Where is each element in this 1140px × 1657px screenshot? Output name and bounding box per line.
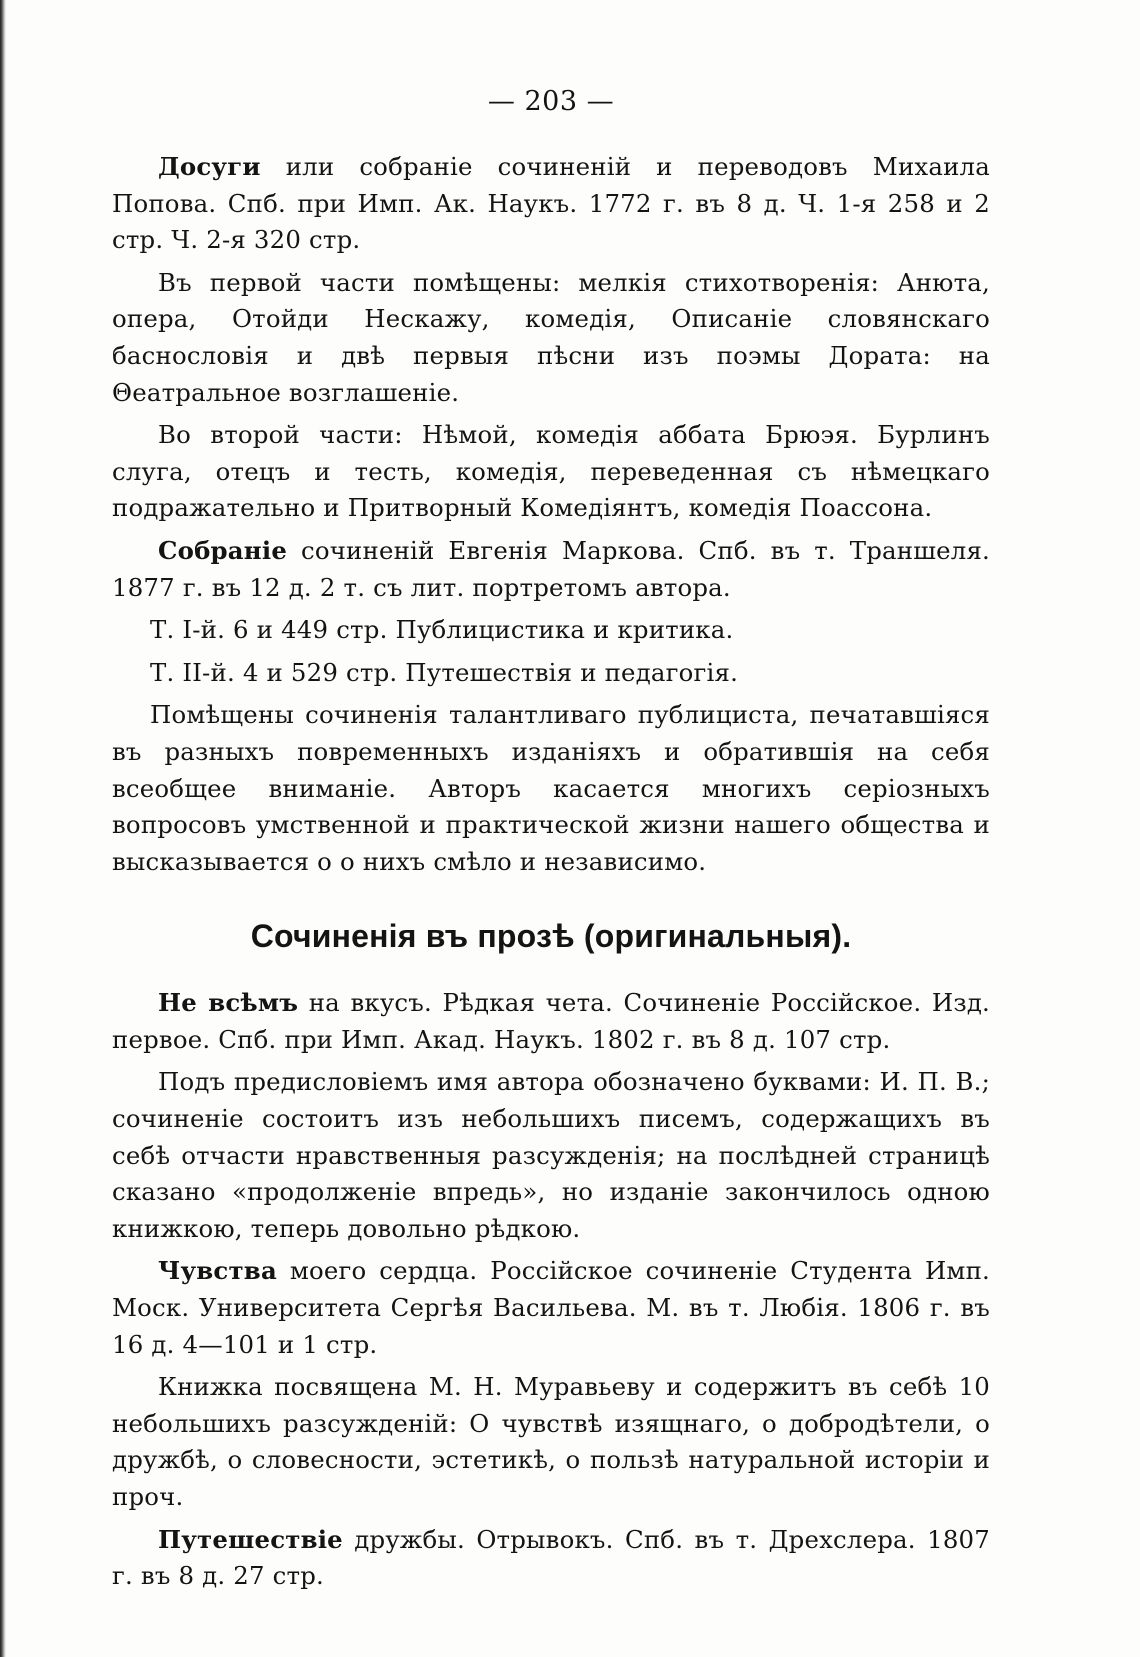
entry-lead-word: Собраніе — [158, 535, 288, 565]
entry-puteshestvie — [112, 1522, 990, 1595]
entry-lead-word: Чувства — [158, 1256, 277, 1286]
annotation-paragraph: Подъ предисловіемъ имя автора обозначено буквами: И. П. В.; сочиненіе состоитъ изъ небольшихъ писемъ, содержащихъ въ себѣ отчасти нравственныя разсужденія; на послѣдней страницѣ сказано «продолженіе впредь», но изданіе закончилось одною книжкою, теперь довольно рѣдкою. — [112, 1067, 990, 1243]
entry-text: или собраніе сочиненій и переводовъ Михаила Попова. Спб. при Имп. Ак. Наукъ. 1772 г. въ 8 д. Ч. 1-я 258 и 2 стр. Ч. 2-я 320 стр. — [112, 152, 990, 255]
entry-ne-vsem — [112, 985, 990, 1058]
entry-text: дружбы. Отрывокъ. Спб. въ т. Дрехслера. 1807 г. въ 8 д. 27 стр. — [112, 1524, 990, 1591]
entry-sobranie — [112, 533, 990, 606]
entry-lead-word: Досуги — [158, 152, 261, 181]
volume-line: Т. I-й. 6 и 449 стр. Публицистика и критика. — [150, 615, 734, 645]
entry-text: моего сердца. Россійское сочиненіе Студента Имп. Моск. Университета Сергѣя Васильева. М. въ т. Любія. 1806 г. въ 16 д. 4—101 и 1 стр. — [112, 1256, 990, 1359]
section-title: Сочиненія въ прозѣ (оригинальныя). — [250, 918, 852, 955]
annotation-paragraph: Книжка посвящена М. Н. Муравьеву и содержитъ въ себѣ 10 небольшихъ разсужденій: О чувствѣ изящнаго, о добродѣтели, о дружбѣ, о словесности, эстетикѣ, о пользѣ натуральной исторіи и проч. — [112, 1372, 990, 1511]
page-spine-edge — [0, 0, 6, 1657]
annotation-paragraph: Во второй части: Нѣмой, комедія аббата Брюэя. Бурлинъ слуга, отецъ и тесть, комедія, переведенная съ нѣмецкаго подражательно и Притворный Комедіянтъ, комедія Поассона. — [112, 420, 990, 523]
entry-chuvstva — [112, 1253, 990, 1363]
entry-dosugi — [112, 149, 990, 259]
entry-lead-word: Не всѣмъ — [158, 988, 299, 1018]
annotation-paragraph: Помѣщены сочиненія талантливаго публициста, печатавшіяся въ разныхъ повременныхъ изданіяхъ и обратившія на себя всеобщее вниманіе. Авторъ касается многихъ серіозныхъ вопросовъ умственной и практической жизни нашего общества и высказывается о о нихъ смѣло и независимо. — [112, 700, 990, 876]
annotation-paragraph: Въ первой части помѣщены: мелкія стихотворенія: Анюта, опера, Отойди Нескажу, комедія, Описаніе словянскаго баснословія и двѣ первыя пѣсни изъ поэмы Дората: на Θеатральное возглашеніе. — [112, 267, 990, 407]
entry-lead-word: Путешествіе — [158, 1524, 343, 1554]
entry-text: на вкусъ. Рѣдкая чета. Сочиненіе Россійское. Изд. первое. Спб. при Имп. Акад. Наукъ. 1802 г. въ 8 д. 107 стр. — [112, 988, 990, 1054]
page-number: — 203 — — [487, 86, 615, 117]
page-content — [112, 86, 990, 1601]
entry-text: сочиненій Евгенія Маркова. Спб. въ т. Траншеля. 1877 г. въ 12 д. 2 т. съ лит. портретомъ автора. — [112, 535, 990, 602]
volume-line: Т. II-й. 4 и 529 стр. Путешествія и педагогія. — [150, 657, 739, 687]
